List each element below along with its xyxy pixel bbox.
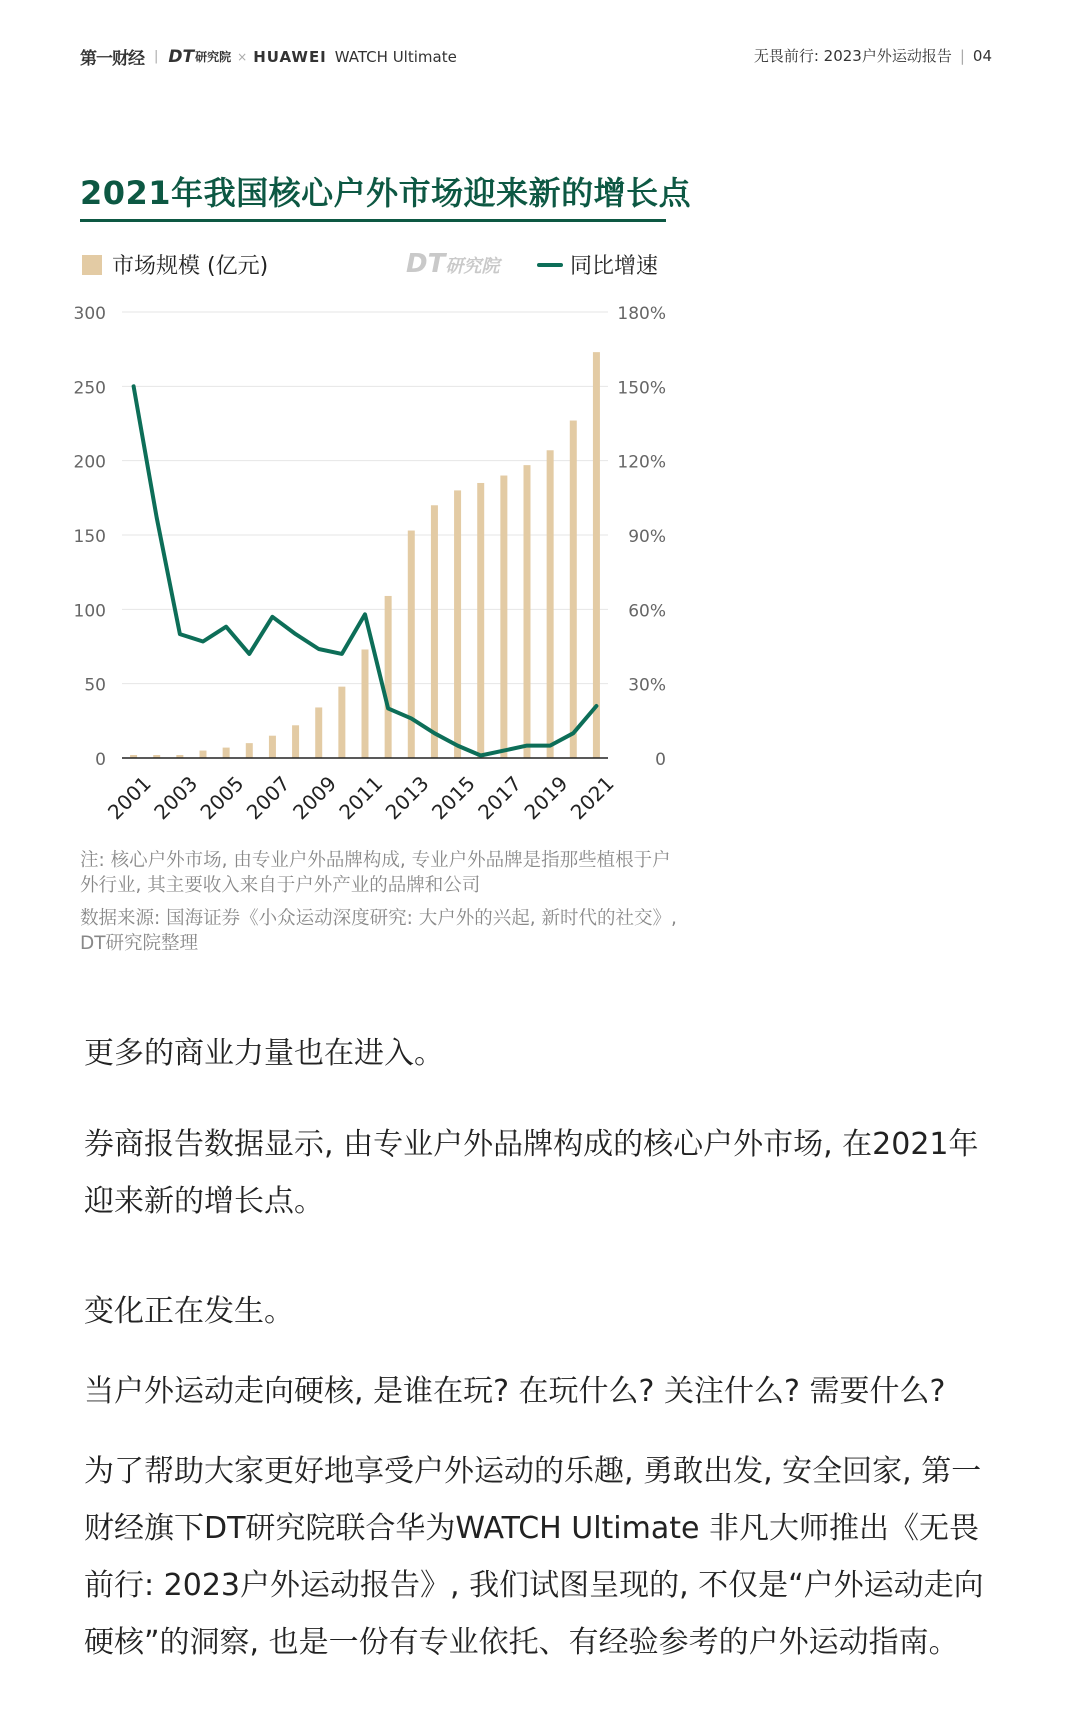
dt-logo: DT bbox=[168, 46, 195, 67]
y-right-tick-label: 180% bbox=[617, 304, 666, 324]
report-title: 无畏前行: 2023户外运动报告 bbox=[753, 47, 952, 65]
x-tick-label: 2009 bbox=[288, 771, 342, 825]
bar bbox=[547, 450, 554, 758]
bar bbox=[246, 743, 253, 758]
paragraph-1: 更多的商业力量也在进入。 bbox=[84, 1036, 444, 1071]
x-tick-label: 2013 bbox=[380, 771, 434, 825]
paragraph-4: 当户外运动走向硬核, 是谁在玩? 在玩什么? 关注什么? 需要什么? bbox=[84, 1374, 946, 1409]
dt-logo-sub: 研究院 bbox=[195, 50, 232, 64]
bar bbox=[315, 707, 322, 758]
y-left-tick-label: 0 bbox=[95, 750, 106, 770]
paragraph-3: 变化正在发生。 bbox=[84, 1294, 294, 1329]
legend-line-label: 同比增速 bbox=[570, 254, 659, 279]
bar bbox=[200, 751, 207, 758]
page-number: 04 bbox=[972, 47, 992, 65]
y-left-tick-label: 100 bbox=[73, 601, 106, 622]
brand-separator: | bbox=[154, 49, 159, 64]
title-underline bbox=[80, 219, 666, 222]
x-tick-label: 2017 bbox=[473, 771, 527, 825]
bar bbox=[500, 476, 507, 758]
x-tick-label: 2011 bbox=[334, 771, 388, 825]
bar bbox=[524, 465, 531, 758]
bar bbox=[454, 490, 461, 758]
bar bbox=[269, 736, 276, 758]
bar bbox=[408, 531, 415, 758]
chart-note: 注: 核心户外市场, 由专业户外品牌构成, 专业户外品牌是指那些植根于户外行业, 其主要收入来自于户外产业的品牌和公司 bbox=[80, 850, 671, 896]
x-tick-label: 2005 bbox=[195, 771, 249, 825]
bar bbox=[223, 748, 230, 758]
legend-bar-label: 市场规模 (亿元) bbox=[112, 254, 269, 279]
chart-source: 数据来源: 国海证券《小众运动深度研究: 大户外的兴起, 新时代的社交》, DT研究院整理 bbox=[80, 908, 677, 954]
y-left-tick-label: 150 bbox=[73, 527, 106, 547]
bar bbox=[477, 483, 484, 758]
bar bbox=[338, 687, 345, 758]
report-separator: | bbox=[959, 47, 965, 65]
bar bbox=[593, 352, 600, 758]
y-right-tick-label: 60% bbox=[628, 601, 666, 622]
y-left-tick-label: 200 bbox=[73, 452, 106, 473]
brand-logos bbox=[80, 44, 457, 69]
dt-watermark bbox=[406, 249, 499, 279]
legend-bar-swatch bbox=[82, 255, 102, 275]
paragraph-5: 为了帮助大家更好地享受户外运动的乐趣, 勇敢出发, 安全回家, 第一财经旗下DT研究院联合华为WATCH Ultimate 非凡大师推出《无畏前行: 2023户外运动报告》, 我们试图呈现的, 不仅是“户外运动走向硬核”的洞察, 也是一份有专业依托、有经验参考的户外运动指南。 bbox=[84, 1454, 984, 1660]
huawei-logo: HUAWEI bbox=[253, 47, 327, 66]
watch-logo: WATCH Ultimate bbox=[334, 47, 457, 66]
y-right-tick-label: 30% bbox=[628, 675, 666, 696]
x-tick-label: 2019 bbox=[519, 771, 573, 825]
watermark-sub: 研究院 bbox=[445, 256, 500, 277]
x-tick-label: 2003 bbox=[149, 771, 203, 825]
combo-chart bbox=[70, 290, 680, 850]
chart-legend bbox=[80, 249, 666, 281]
report-info bbox=[754, 45, 992, 66]
legend-line-swatch bbox=[537, 263, 563, 267]
bar bbox=[431, 505, 438, 758]
chart-notes bbox=[80, 848, 680, 964]
x-tick-label: 2015 bbox=[426, 771, 480, 825]
x-tick-label: 2021 bbox=[565, 771, 619, 825]
y-left-tick-label: 250 bbox=[73, 378, 106, 399]
y-left-tick-label: 50 bbox=[84, 675, 106, 696]
watermark-main: DT bbox=[406, 249, 446, 279]
bar bbox=[292, 725, 299, 758]
x-tick-label: 2001 bbox=[102, 771, 156, 825]
x-tick-label: 2007 bbox=[241, 771, 295, 825]
y-right-tick-label: 0 bbox=[655, 750, 666, 770]
yicai-logo: 第一财经 bbox=[80, 49, 144, 69]
page-header bbox=[80, 40, 992, 70]
y-right-tick-label: 120% bbox=[617, 452, 666, 473]
bar bbox=[362, 649, 369, 758]
y-left-tick-label: 300 bbox=[73, 304, 106, 324]
y-right-tick-label: 150% bbox=[617, 378, 666, 399]
collab-x: × bbox=[237, 49, 248, 64]
bar bbox=[385, 596, 392, 758]
chart-title: 2021年我国核心户外市场迎来新的增长点 bbox=[80, 174, 692, 212]
y-right-tick-label: 90% bbox=[628, 527, 666, 547]
paragraph-2: 券商报告数据显示, 由专业户外品牌构成的核心户外市场, 在2021年迎来新的增长点。 bbox=[84, 1127, 979, 1219]
bar bbox=[570, 421, 577, 758]
